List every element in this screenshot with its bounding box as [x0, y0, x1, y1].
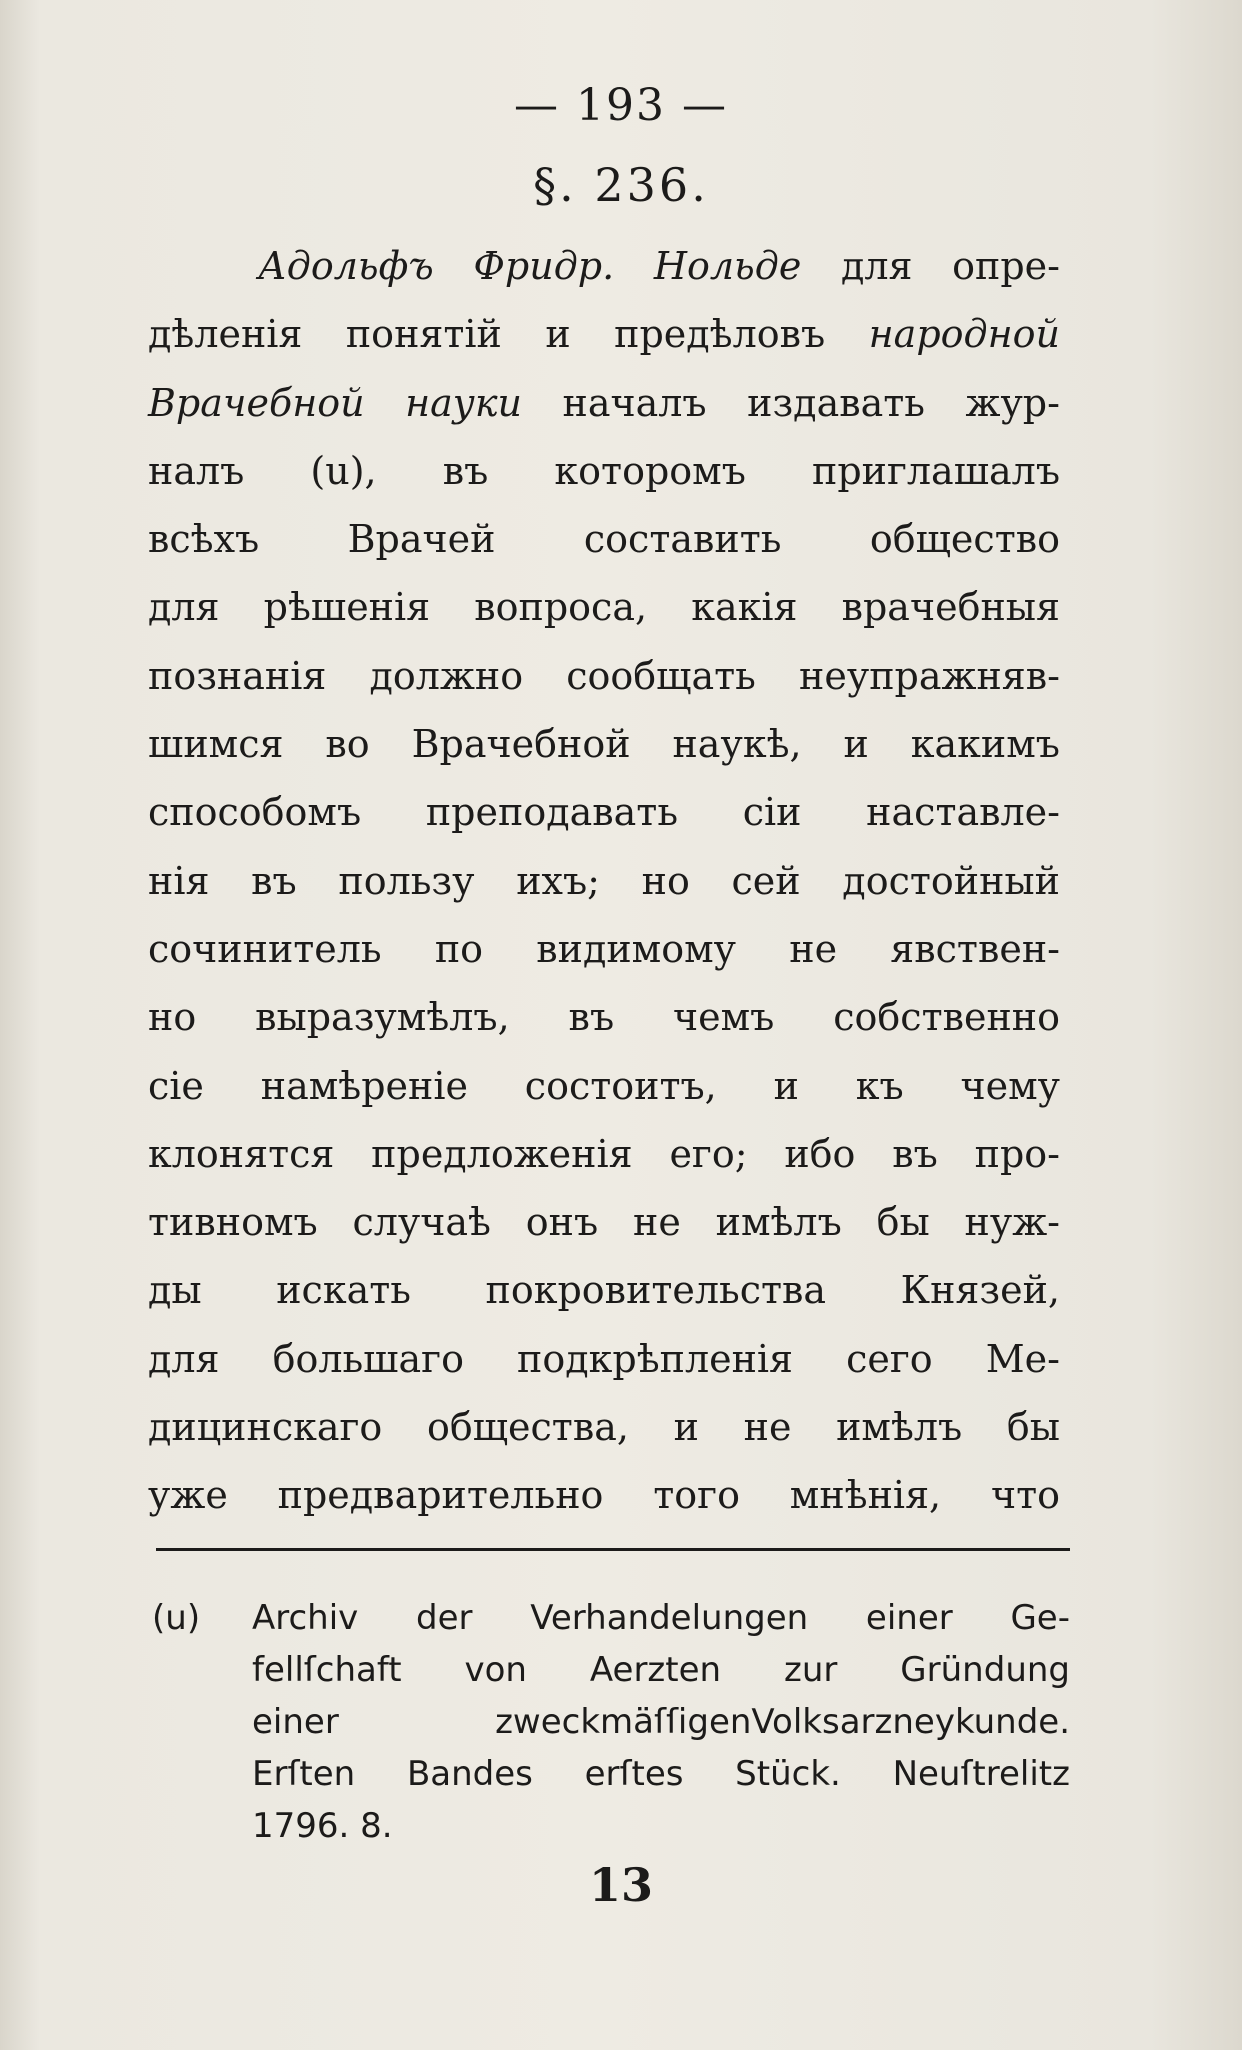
italic-phrase: народной	[868, 312, 1060, 357]
line-text: клонятся предложенія его; ибо въ про-	[148, 1131, 1060, 1176]
footnote-line: Archiv der Verhandelungen einer Ge-	[252, 1598, 1070, 1638]
body-line	[148, 778, 1060, 846]
line-text: для большаго подкрѣпленія сего Ме-	[148, 1336, 1060, 1381]
line-text: но выразумѣлъ, въ чемъ собственно	[148, 995, 1060, 1040]
footnote	[152, 1592, 1070, 1852]
line-text: для рѣшенія вопроса, какія врачебныя	[148, 585, 1060, 630]
body-line	[148, 1325, 1060, 1393]
section-heading: §. 236.	[533, 158, 709, 212]
body-line	[148, 983, 1060, 1051]
footnote-line: Erſten Bandes erſtes Stück. Neuſtrelitz	[252, 1754, 1070, 1794]
main-paragraph	[148, 232, 1060, 1530]
line-text: началъ издавать жур-	[522, 380, 1060, 425]
body-line	[148, 369, 1060, 437]
body-line	[148, 573, 1060, 641]
line-text: тивномъ случаѣ онъ не имѣлъ бы нуж-	[148, 1200, 1060, 1245]
footnote-body	[252, 1592, 1070, 1852]
printer-signature-mark: 13	[588, 1858, 653, 1912]
italic-phrase: Врачебной науки	[148, 380, 523, 425]
body-line	[148, 300, 1060, 368]
body-line	[148, 1188, 1060, 1256]
line-text: ды искать покровительства Князей,	[148, 1268, 1060, 1313]
line-text: сочинитель по видимому не явствен-	[148, 926, 1060, 971]
footnote-marker: (u)	[152, 1598, 201, 1638]
body-line	[148, 505, 1060, 573]
body-line	[148, 1256, 1060, 1324]
line-text: дицинскаго общества, и не имѣлъ бы	[148, 1405, 1060, 1450]
footnote-divider	[156, 1548, 1070, 1551]
body-line	[148, 437, 1060, 505]
line-text: познанія должно сообщать неупражняв-	[148, 653, 1060, 698]
italic-phrase: Адольфъ Фридр. Нольде	[258, 244, 802, 288]
page-number-header: — 193 —	[514, 80, 728, 131]
line-text: всѣхъ Врачей составить общество	[148, 517, 1060, 562]
line-text: уже предварительно того мнѣнія, что	[148, 1473, 1060, 1518]
line-text: нія въ пользу ихъ; но сей достойный	[148, 858, 1060, 903]
line-text: шимся во Врачебной наукѣ, и какимъ	[148, 722, 1060, 767]
body-line	[148, 1461, 1060, 1529]
body-line	[148, 847, 1060, 915]
line-text: сіе намѣреніе состоитъ, и къ чему	[148, 1063, 1060, 1108]
line-text: способомъ преподавать сіи наставле-	[148, 790, 1060, 835]
line-text: для опре-	[801, 244, 1060, 288]
footnote-line: fellſchaft von Aerzten zur Gründung	[252, 1650, 1070, 1690]
line-text: дѣленія понятій и предѣловъ	[148, 312, 869, 357]
body-line	[148, 642, 1060, 710]
body-line	[148, 915, 1060, 983]
body-line	[148, 710, 1060, 778]
line-text: налъ (u), въ которомъ приглашалъ	[148, 448, 1060, 493]
body-line	[148, 1052, 1060, 1120]
footnote-line: 1796. 8.	[252, 1806, 393, 1846]
body-line	[148, 232, 1060, 300]
body-line	[148, 1120, 1060, 1188]
footnote-line: einer zweckmäſſigenVolksarzneykunde.	[252, 1702, 1070, 1742]
body-line	[148, 1393, 1060, 1461]
